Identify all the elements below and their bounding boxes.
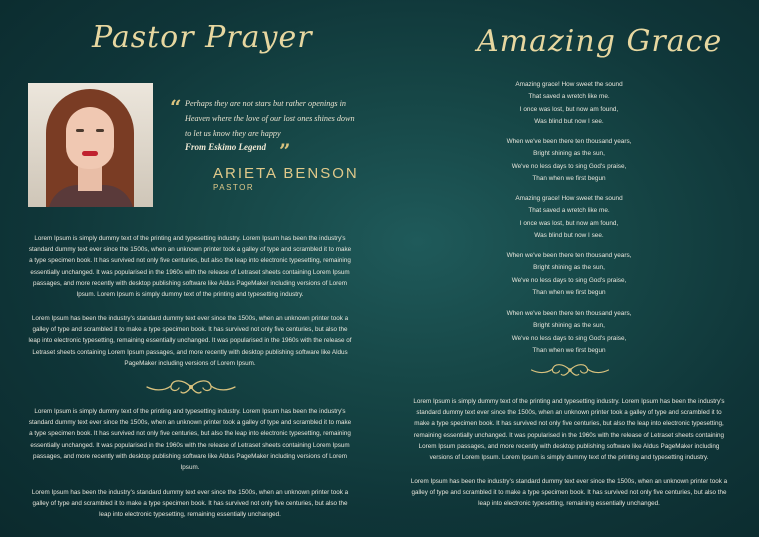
- verse-line: When we've been there ten thousand years,: [506, 138, 632, 145]
- verse-line: I once was lost, but now am found,: [519, 105, 619, 113]
- left-page-title: Pastor Prayer: [92, 20, 313, 55]
- verse-line: Was blind but now I see.: [534, 232, 604, 240]
- right-page-title: Amazing Grace: [477, 24, 723, 59]
- left-paragraph-4: Lorem Ipsum has been the industry's standard dummy text ever since the 1500s, when an unknown printer took a galley of type and scrambled it to make a type specimen book. It has survived not only five centuries, but also the leap into electronic typesetting, remaining essentially unchanged.: [31, 489, 349, 519]
- verse-line: I once was lost, but now am found,: [519, 219, 619, 227]
- pastor-photo: [28, 83, 153, 207]
- hymn-verse-5: [410, 308, 728, 358]
- right-paragraph-1: Lorem Ipsum is simply dummy text of the printing and typesetting industry. Lorem Ipsum has been the industry's standard dummy text ever since the 1500s, when an unknown printer took a galley of type and scrambled it to make a type specimen book. It has survived not only five centuries, but also the leap into electronic typesetting, remaining essentially unchanged. It was popularised in the 1960s with the release of Letraset sheets containing Lorem Ipsum passages, and more recently with desktop publishing software like Aldus PageMaker including versions of Lorem Ipsum. Lorem Ipsum is simply dummy text of the printing and typesetting industry.: [413, 398, 725, 462]
- verse-line: Than when we first begun: [532, 347, 606, 355]
- pastor-role: PASTOR: [213, 183, 255, 192]
- verse-line: When we've been there ten thousand years,: [506, 252, 632, 259]
- flourish-ornament-icon: [143, 378, 239, 396]
- open-quote-icon: “: [170, 95, 182, 119]
- verse-line: We've no less days to sing God's praise,: [511, 276, 627, 284]
- hymn-verse-4: [410, 250, 728, 300]
- verse-line: Bright shining as the sun,: [533, 150, 605, 158]
- verse-line: Bright shining as the sun,: [533, 264, 605, 272]
- verse-line: Than when we first begun: [532, 289, 606, 297]
- quote-author: From Eskimo Legend: [185, 142, 267, 152]
- verse-line: Amazing grace! How sweet the sound: [515, 195, 623, 202]
- verse-line: When we've been there ten thousand years,: [506, 310, 632, 317]
- left-paragraph-1: Lorem Ipsum is simply dummy text of the printing and typesetting industry. Lorem Ipsum has been the industry's standard dummy text ever since the 1500s, when an unknown printer took a galley of type and scrambled it to make a type specimen book. It has survived not only five centuries, but also the leap into electronic typesetting, remaining essentially unchanged. It was popularised in the 1960s with the release of Letraset sheets containing Lorem Ipsum passages, and more recently with desktop publishing software like Aldus PageMaker including versions of Lorem Ipsum. Lorem Ipsum is simply dummy text of the printing and typesetting industry.: [28, 235, 352, 299]
- left-paragraph-2: Lorem Ipsum has been the industry's standard dummy text ever since the 1500s, when an unknown printer took a galley of type and scrambled it to make a type specimen book. It has survived not only five centuries, but also the leap into electronic typesetting, remaining essentially unchanged. It was popularised in the 1960s with the release of Letraset sheets containing Lorem Ipsum passages, and more recently with desktop publishing software like Aldus PageMaker including versions of Lorem Ipsum.: [28, 315, 352, 367]
- verse-line: Bright shining as the sun,: [533, 322, 605, 330]
- close-quote-icon: ”: [279, 139, 291, 163]
- verse-line: Than when we first begun: [532, 175, 606, 183]
- verse-line: We've no less days to sing God's praise,: [511, 162, 627, 170]
- hymn-verse-3: [410, 193, 728, 243]
- hymn-verse-2: [410, 136, 728, 186]
- verse-line: Was blind but now I see.: [534, 118, 604, 126]
- quote-text: Perhaps they are not stars but rather openings in Heaven where the love of our lost ones shines down to let us know they are happy: [185, 99, 355, 138]
- right-paragraph-2: Lorem Ipsum has been the industry's standard dummy text ever since the 1500s, when an unknown printer took a galley of type and scrambled it to make a type specimen book. It has survived not only five centuries, but also the leap into electronic typesetting, remaining essentially unchanged.: [410, 478, 728, 508]
- right-page: [380, 0, 759, 537]
- pastor-name: ARIETA BENSON: [213, 165, 359, 182]
- verse-line: Amazing grace! How sweet the sound: [515, 81, 623, 88]
- left-paragraph-3: Lorem Ipsum is simply dummy text of the printing and typesetting industry. Lorem Ipsum has been the industry's standard dummy text ever since the 1500s, when an unknown printer took a galley of type and scrambled it to make a type specimen book. It has survived not only five centuries, but also the leap into electronic typesetting, remaining essentially unchanged. It was popularised in the 1960s with the release of Letraset sheets containing Lorem Ipsum passages, and more recently with desktop publishing software like Aldus PageMaker including versions of Lorem Ipsum.: [28, 408, 352, 472]
- flourish-ornament-icon: [528, 361, 612, 379]
- verse-line: That saved a wretch like me.: [528, 93, 610, 101]
- verse-line: We've no less days to sing God's praise,: [511, 334, 627, 342]
- hymn-verse-1: [410, 79, 728, 129]
- verse-line: That saved a wretch like me.: [528, 207, 610, 215]
